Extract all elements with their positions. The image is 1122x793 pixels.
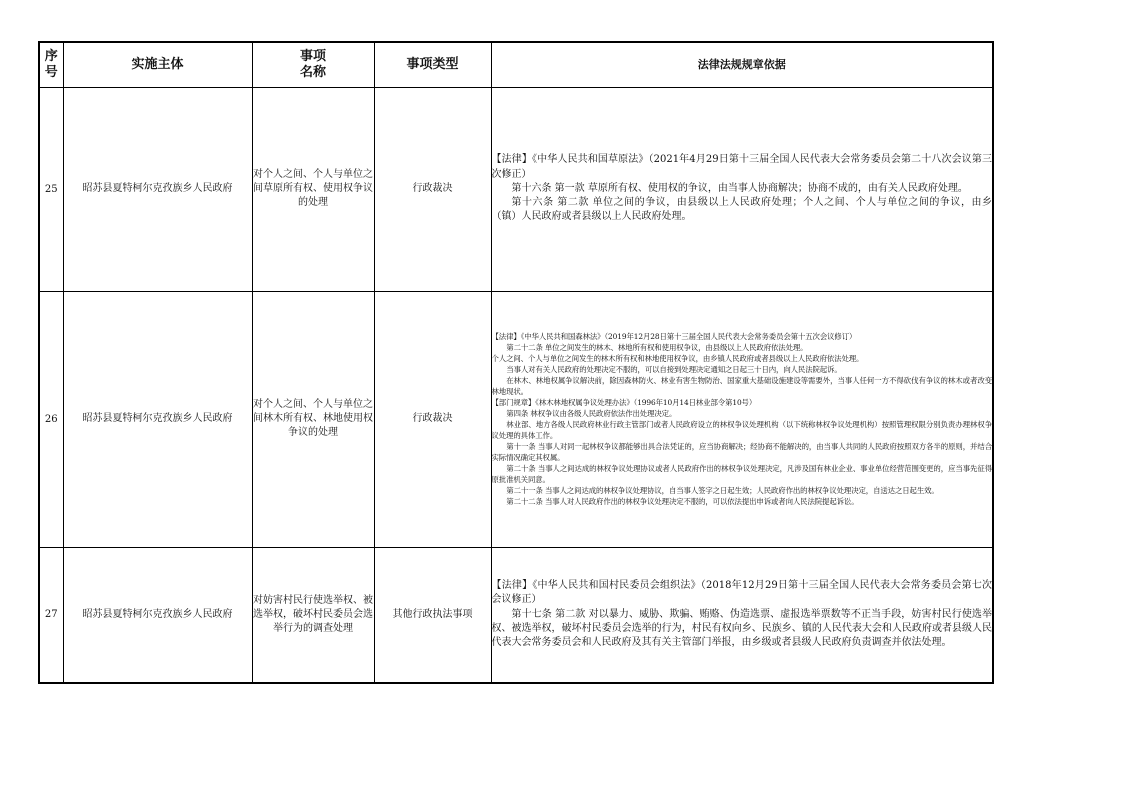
row-legal-basis xyxy=(491,547,993,683)
header-seq-line2: 号 xyxy=(44,64,58,80)
header-subject: 实施主体 xyxy=(63,42,252,87)
basis-article: 第十七条 第二款 对以暴力、威胁、欺骗、贿赂、伪造选票、虚报选举票数等不正当手段，妨害村民行使选举权、被选举权，破坏村民委员会选举的行为，村民有权向乡、民族乡、镇的人民代表大会和人民政府或者县级人民代表大会常务委员会和人民政府及其有关主管部门举报，由乡级或者县级人民政府负责调查并依法处理。 xyxy=(491,608,992,649)
header-seq-line1: 序 xyxy=(44,48,58,64)
basis-article: 当事人对有关人民政府的处理决定不服的，可以自接到处理决定通知之日起三十日内，向人民法院起诉。 xyxy=(506,365,842,374)
header-row xyxy=(39,42,993,87)
row-legal-basis xyxy=(491,87,993,291)
table-row xyxy=(39,547,993,683)
row-legal-basis xyxy=(491,291,993,547)
row-item-type: 行政裁决 xyxy=(374,291,491,547)
row-subject: 昭苏县夏特柯尔克孜族乡人民政府 xyxy=(63,547,252,683)
basis-article: 第十六条 第二款 单位之间的争议，由县级以上人民政府处理；个人之间、个人与单位之间的争议，由乡（镇）人民政府或者县级以上人民政府处理。 xyxy=(491,197,992,223)
basis-article: 第四条 林权争议由各级人民政府依法作出处理决定。 xyxy=(506,409,677,418)
table-row xyxy=(39,291,993,547)
basis-regulation-title: 【部门规章】《林木林地权属争议处理办法》（1996年10月14日林业部令第10号） xyxy=(491,398,757,407)
basis-article: 第二十二条 当事人对人民政府作出的林权争议处理决定不服的，可以依法提出申诉或者向人民法院提起诉讼。 xyxy=(506,497,859,506)
row-seq: 27 xyxy=(39,547,63,683)
basis-article: 个人之间、个人与单位之间发生的林木所有权和林地使用权争议，由乡镇人民政府或者县级以上人民政府依法处理。 xyxy=(491,354,864,363)
header-seq xyxy=(39,42,63,87)
header-item-name-line2: 名称 xyxy=(299,64,326,80)
basis-article: 第二十条 当事人之间达成的林权争议处理协议或者人民政府作出的林权争议处理决定，凡涉及国有林业企业、事业单位经营范围变更的，应当事先征得原批准机关同意。 xyxy=(491,464,992,484)
basis-article: 林业部、地方各级人民政府林业行政主管部门或者人民政府设立的林权争议处理机构（以下统称林权争议处理机构）按照管理权限分别负责办理林权争议处理的具体工作。 xyxy=(491,420,992,440)
row-item-name: 对个人之间、个人与单位之间草原所有权、使用权争议的处理 xyxy=(252,87,374,291)
basis-law-title: 【法律】《中华人民共和国草原法》（2021年4月29日第十三届全国人民代表大会常务委员会第二十八次会议第三次修正） xyxy=(491,154,992,180)
row-seq: 26 xyxy=(39,291,63,547)
powers-list-table xyxy=(38,41,994,684)
basis-article: 在林木、林地权属争议解决前，除因森林防火、林业有害生物防治、国家重大基础设施建设等需要外，当事人任何一方不得砍伐有争议的林木或者改变林地现状。 xyxy=(491,376,992,396)
row-subject: 昭苏县夏特柯尔克孜族乡人民政府 xyxy=(63,291,252,547)
row-seq: 25 xyxy=(39,87,63,291)
header-item-name xyxy=(252,42,374,87)
row-item-name: 对妨害村民行使选举权、被选举权，破坏村民委员会选举行为的调查处理 xyxy=(252,547,374,683)
basis-article: 第二十二条 单位之间发生的林木、林地所有权和使用权争议，由县级以上人民政府依法处理。 xyxy=(506,343,808,352)
header-item-name-line1: 事项 xyxy=(299,48,326,64)
basis-article: 第二十一条 当事人之间达成的林权争议处理协议，自当事人签字之日起生效；人民政府作出的林权争议处理决定，自送达之日起生效。 xyxy=(506,486,939,495)
table-row xyxy=(39,87,993,291)
row-item-type: 其他行政执法事项 xyxy=(374,547,491,683)
basis-article: 第十一条 当事人对同一起林权争议都能够出具合法凭证的，应当协商解决；经协商不能解决的，由当事人共同的人民政府按照双方各半的原则，并结合实际情况确定其权属。 xyxy=(491,442,992,462)
header-legal-basis: 法律法规规章依据 xyxy=(491,42,993,87)
row-item-type: 行政裁决 xyxy=(374,87,491,291)
header-item-type: 事项类型 xyxy=(374,42,491,87)
basis-article: 第十六条 第一款 草原所有权、使用权的争议，由当事人协商解决；协商不成的，由有关人民政府处理。 xyxy=(511,182,968,194)
row-subject: 昭苏县夏特柯尔克孜族乡人民政府 xyxy=(63,87,252,291)
basis-law-title: 【法律】《中华人民共和国森林法》（2019年12月28日第十三届全国人民代表大会常务委员会第十五次会议修订） xyxy=(491,332,857,341)
row-item-name: 对个人之间、个人与单位之间林木所有权、林地使用权争议的处理 xyxy=(252,291,374,547)
basis-law-title: 【法律】《中华人民共和国村民委员会组织法》（2018年12月29日第十三届全国人民代表大会常务委员会第七次会议修正） xyxy=(491,580,992,606)
